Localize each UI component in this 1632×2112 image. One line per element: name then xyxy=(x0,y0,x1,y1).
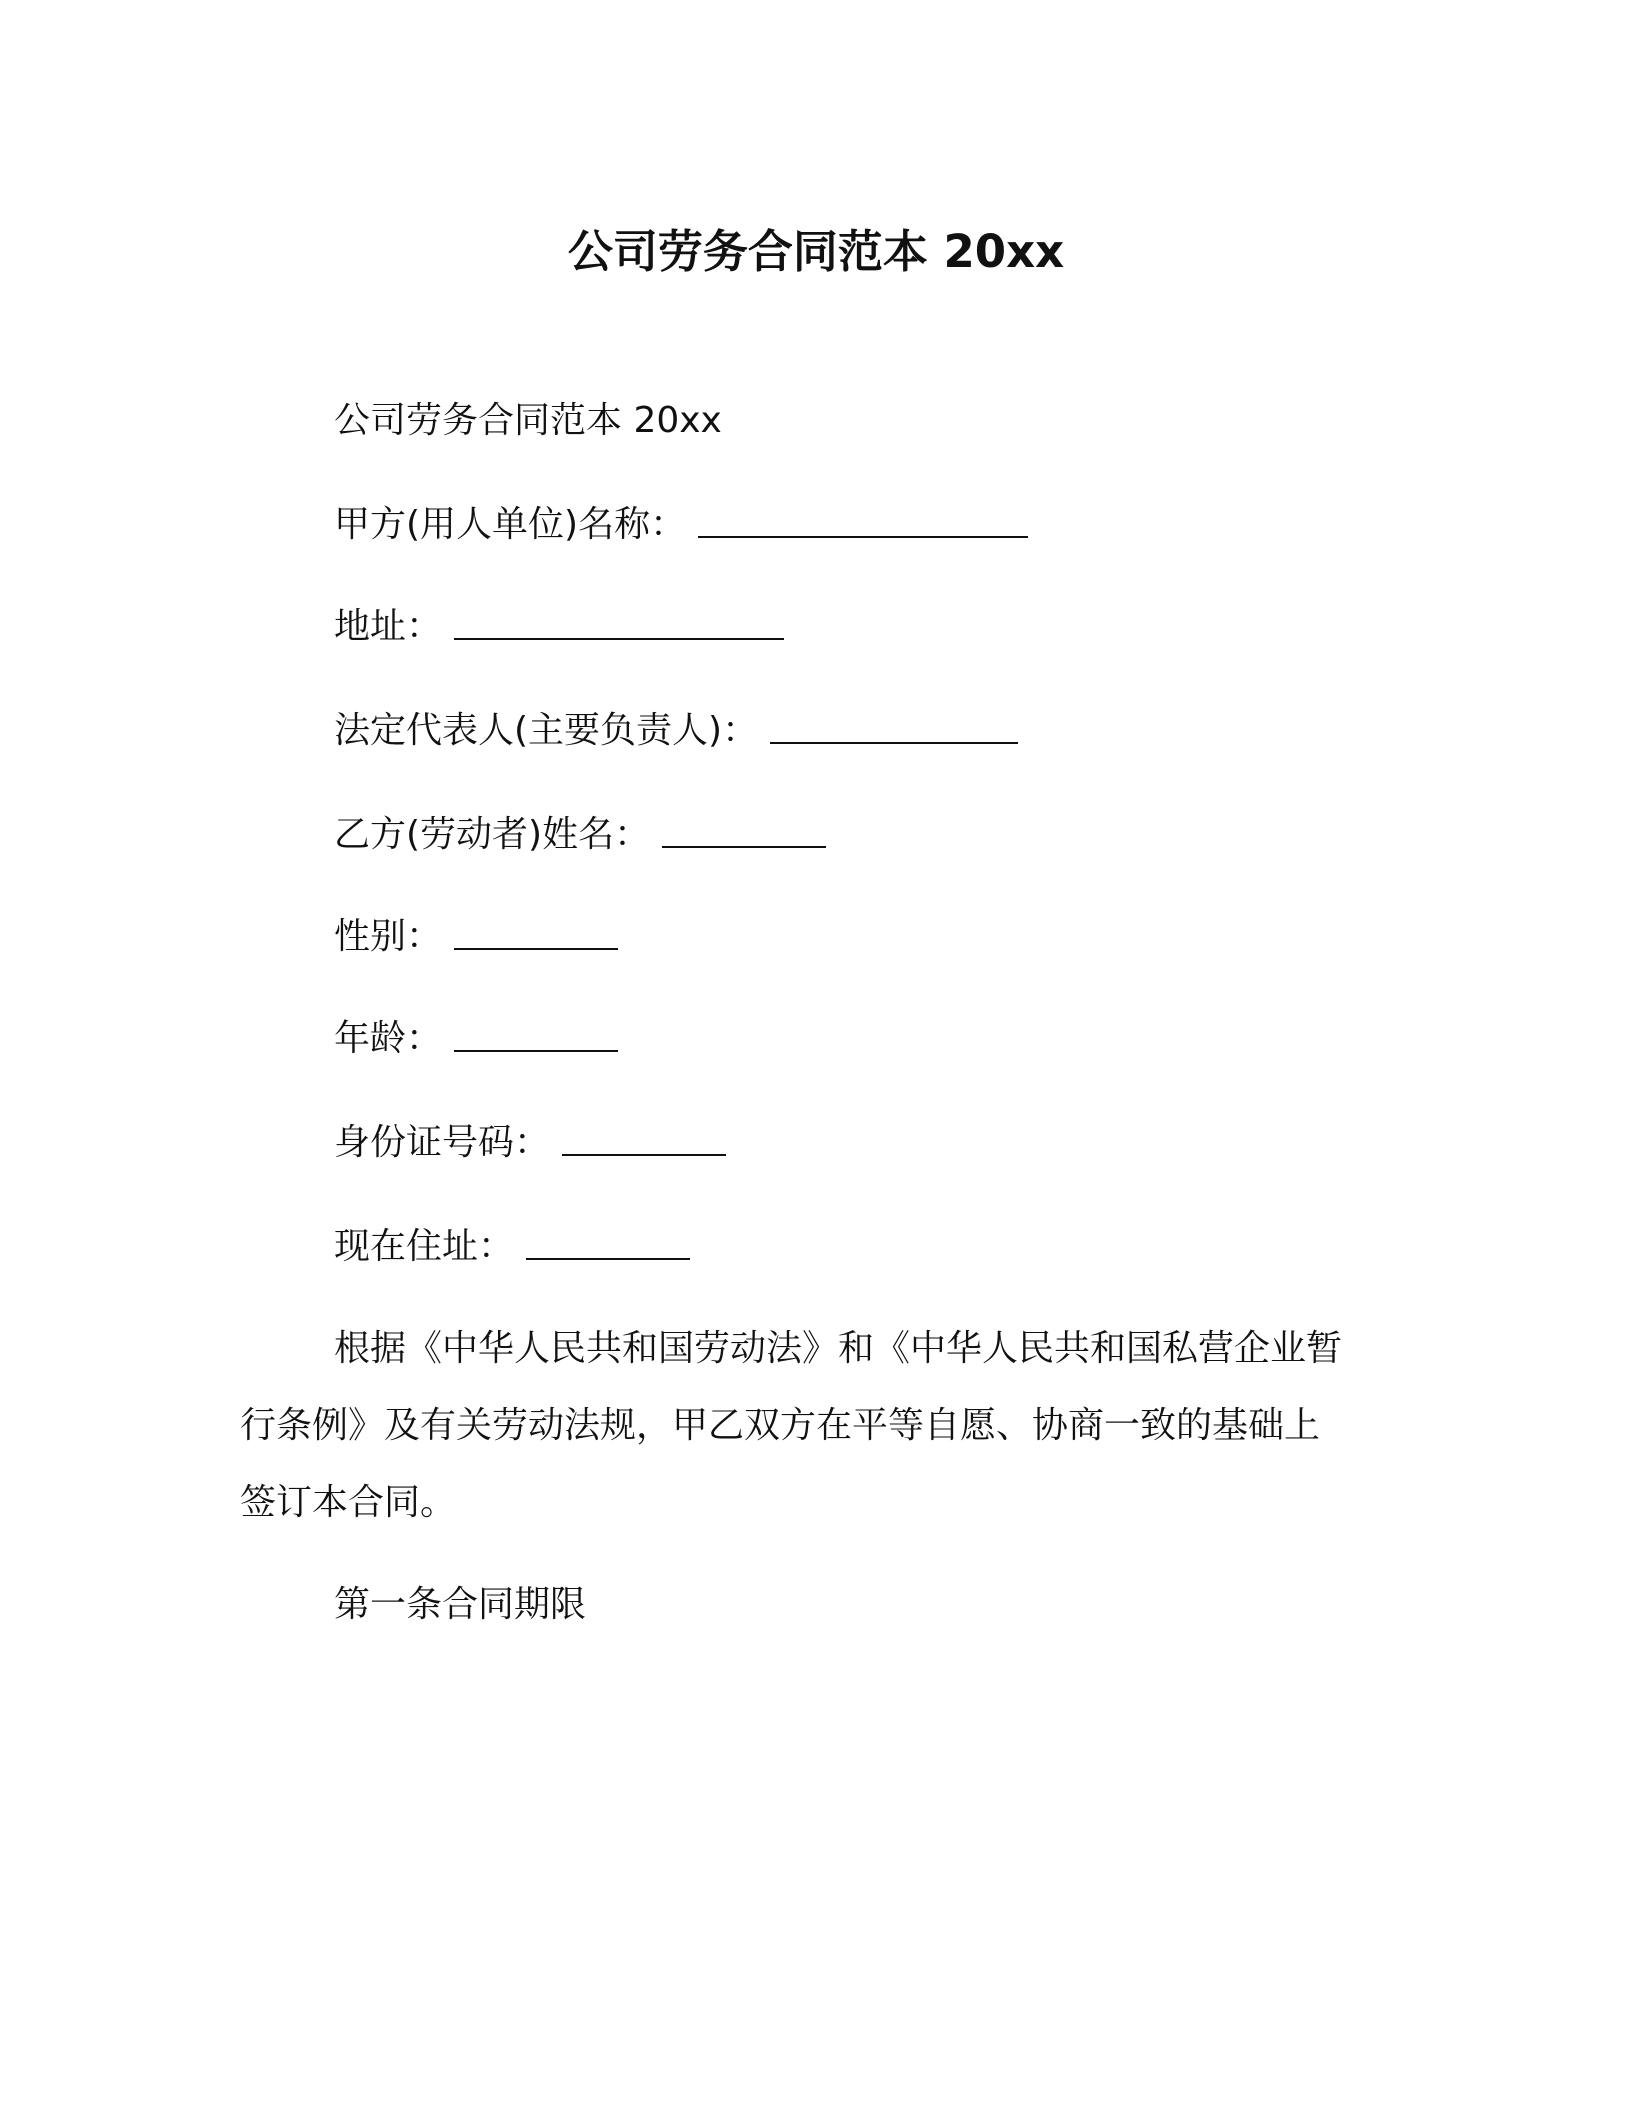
field-label: 现在住址： xyxy=(334,1226,515,1267)
field-age xyxy=(334,1014,618,1064)
field-label: 甲方(用人单位)名称： xyxy=(334,504,687,545)
blank-line xyxy=(454,608,784,640)
field-label: 乙方(劳动者)姓名： xyxy=(334,814,651,855)
field-legal-representative xyxy=(334,706,1018,756)
section-heading: 第一条合同期限 xyxy=(334,1584,587,1625)
document-title: 公司劳务合同范本 20xx xyxy=(567,225,1065,278)
blank-line xyxy=(454,918,618,950)
field-label: 法定代表人(主要负责人)： xyxy=(334,710,759,751)
preamble-paragraph xyxy=(240,1310,1400,1541)
field-employer-name xyxy=(334,500,1028,550)
preamble-line: 行条例》及有关劳动法规，甲乙双方在平等自愿、协商一致的基础上 xyxy=(240,1405,1321,1446)
field-label: 年龄： xyxy=(334,1018,443,1059)
field-address xyxy=(334,602,784,652)
field-id-number xyxy=(334,1118,726,1168)
blank-line xyxy=(562,1124,726,1156)
preamble-line: 签订本合同。 xyxy=(240,1482,457,1523)
field-label: 身份证号码： xyxy=(334,1122,551,1163)
document-subtitle: 公司劳务合同范本 20xx xyxy=(334,400,722,441)
preamble-line: 根据《中华人民共和国劳动法》和《中华人民共和国私营企业暂 xyxy=(334,1328,1343,1369)
blank-line xyxy=(454,1020,618,1052)
blank-line xyxy=(698,506,1028,538)
blank-line xyxy=(770,712,1018,744)
field-current-address xyxy=(334,1222,690,1272)
field-employee-name xyxy=(334,810,826,860)
field-label: 地址： xyxy=(334,606,443,647)
field-gender xyxy=(334,912,618,962)
field-label: 性别： xyxy=(334,916,443,957)
blank-line xyxy=(662,816,826,848)
blank-line xyxy=(526,1228,690,1260)
